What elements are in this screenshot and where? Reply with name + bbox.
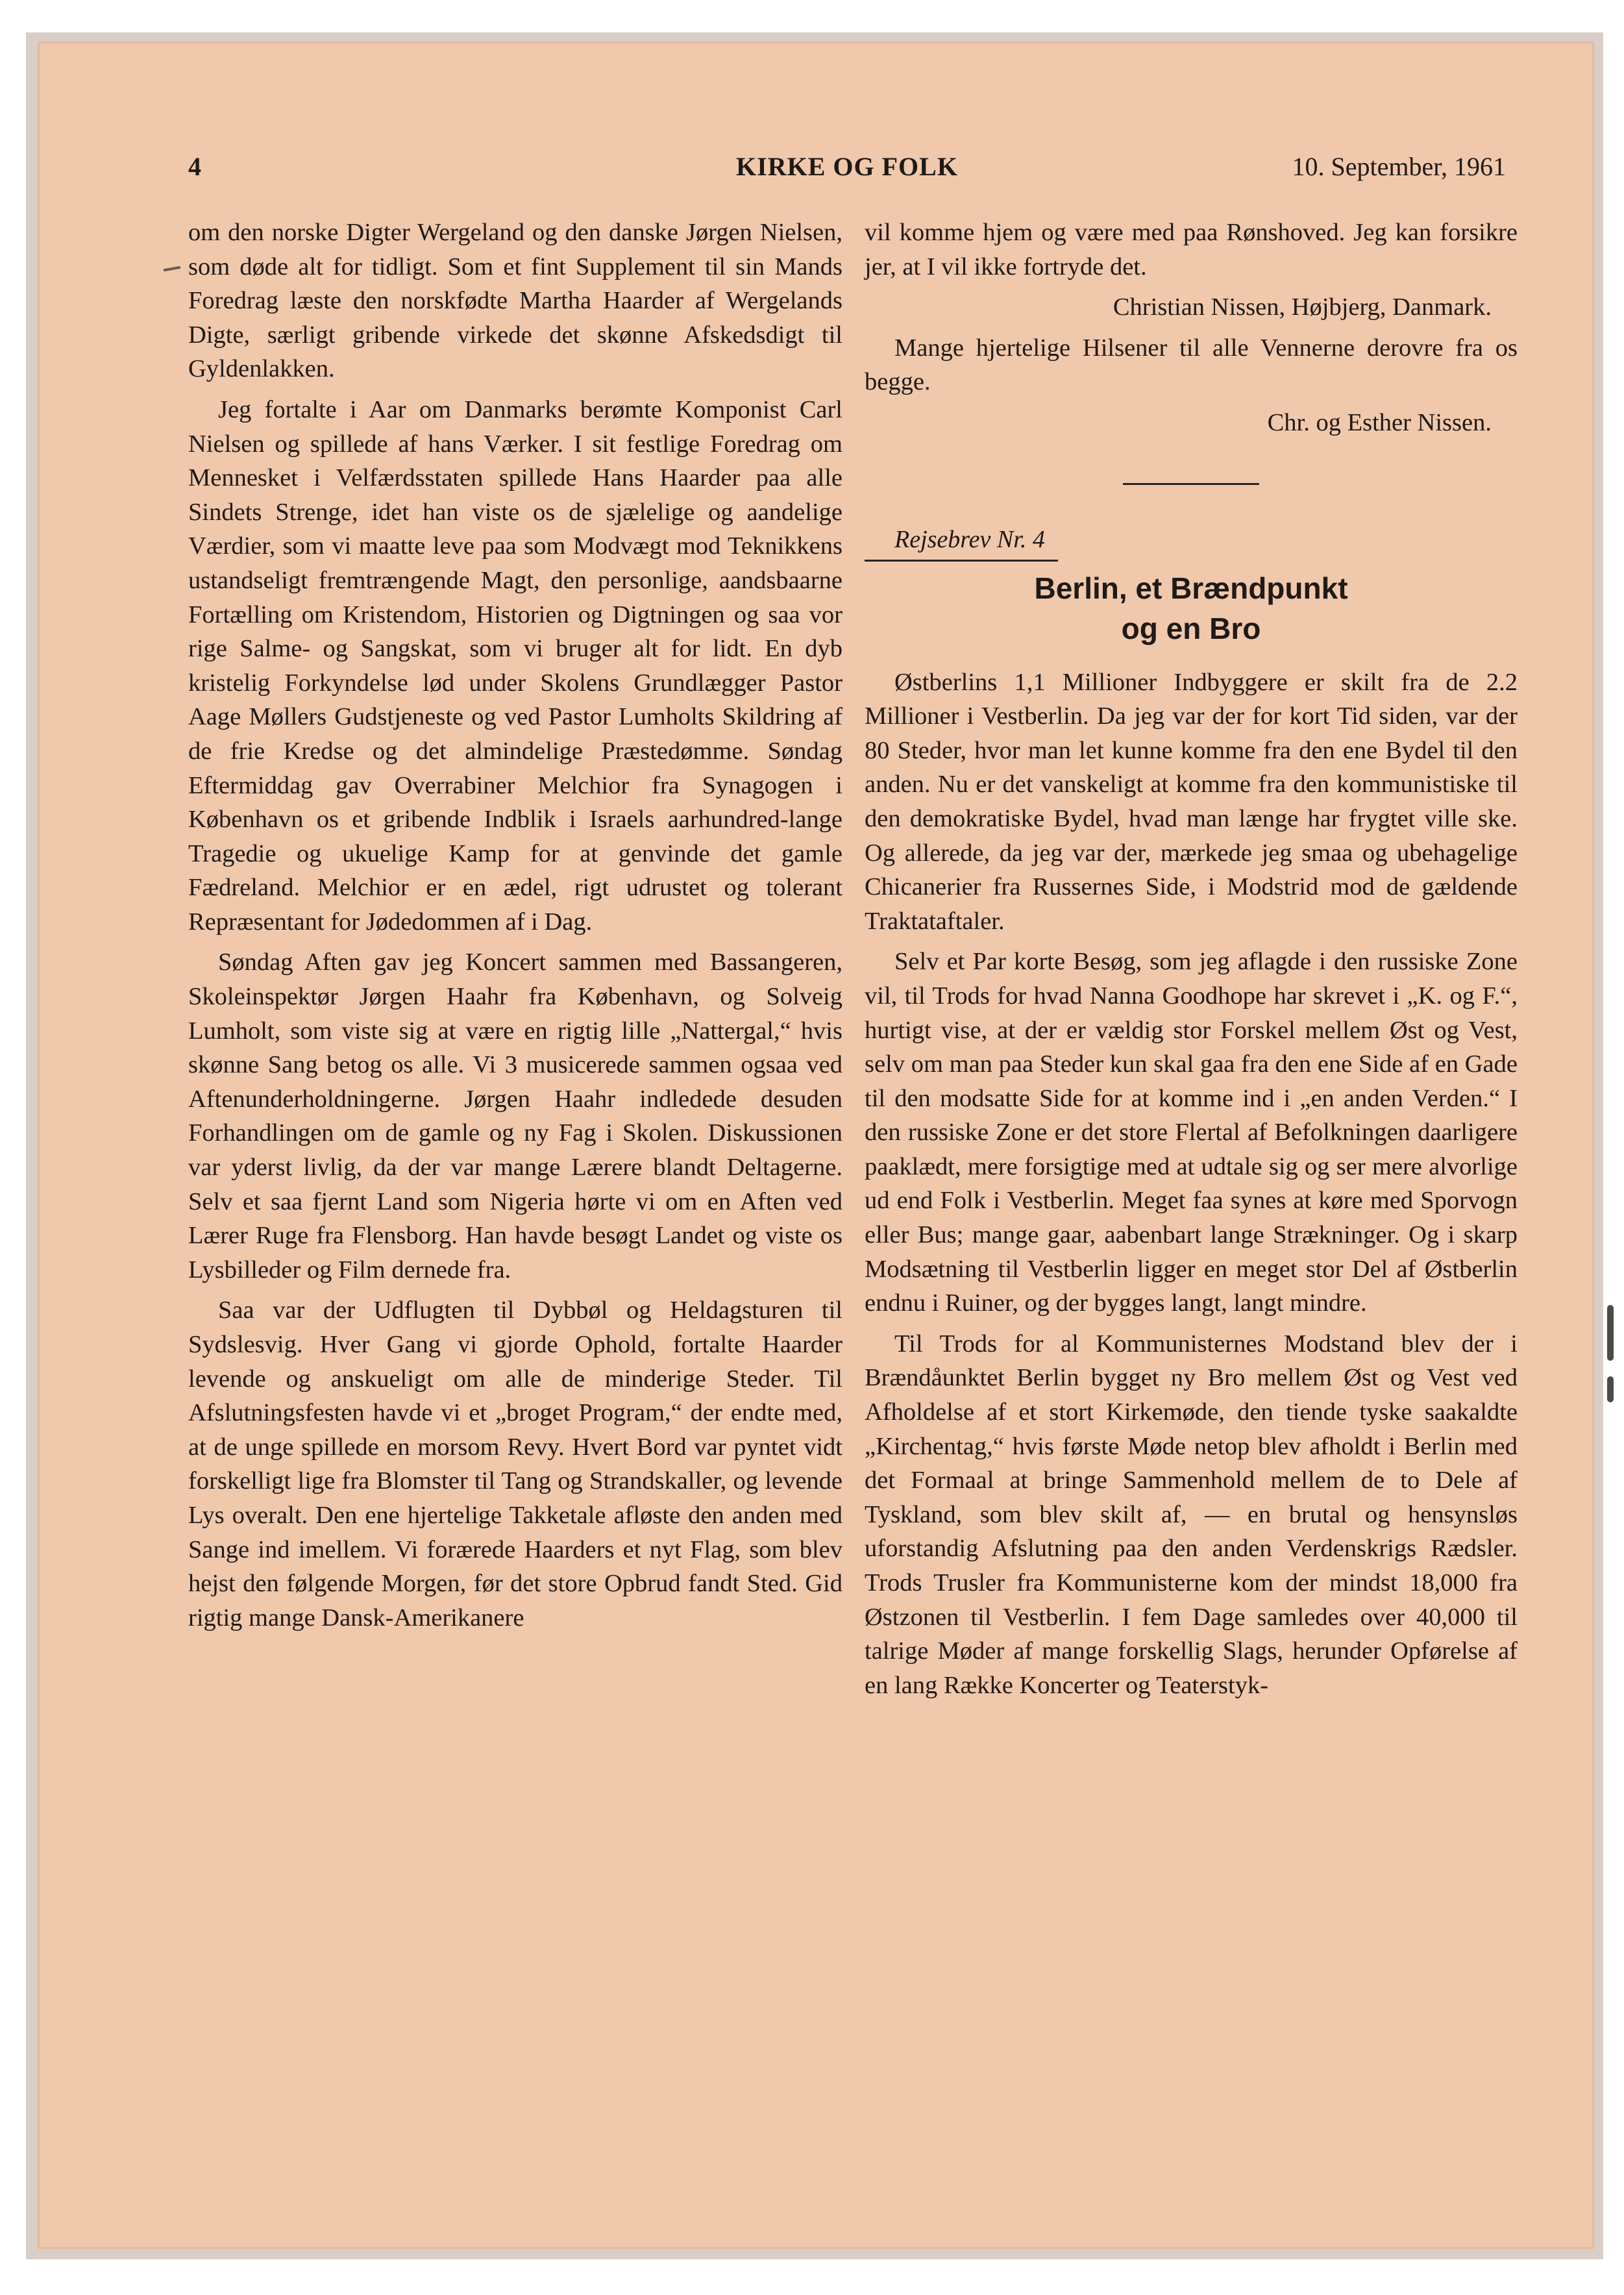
article-headline xyxy=(865,568,1518,649)
article-paragraph: Til Trods for al Kommunisternes Modstand blev der i Brændåunktet Berlin bygget ny Bro mellem Øst og Vest ved Afholdelse af et stort Kirkemøde, den tiende tyske saakaldte „Kirchentag,“ hvis første Møde netop blev afholdt i Berlin med det Formaal at bringe Sammenhold mellem de to Dele af Tyskland, som blev skilt af, — en brutal og hensynsløs uforstandig Afslutning paa den anden Verdenskrigs Rædsler. Trods Trusler fra Kommunisterne kom der mindst 18,000 fra Østzonen til Vestberlin. I fem Dage samledes over 40,000 til talrige Møder af mange forskellig Slags, herunder Opførelse af en lang Række Koncerter og Teaterstyk- xyxy=(865,1330,1518,1699)
letter-signature: Christian Nissen, Højbjerg, Danmark. xyxy=(1113,293,1492,321)
series-label: Rejsebrev Nr. 4 xyxy=(865,523,1058,562)
headline-line: og en Bro xyxy=(1121,611,1261,645)
left-column xyxy=(188,216,843,1635)
article-paragraph: Saa var der Udflugten til Dybbøl og Heldagsturen til Sydslesvig. Hver Gang vi gjorde Ophold, fortalte Haarder levende og anskueligt om alle de minderige Steder. Til Afslutningsfesten havde vi et „broget Program,“ der endte med, at de unge spillede en morsom Revy. Hvert Bord var pyntet vidt forskelligt lige fra Blomster til Tang og Strandskaller, og levende Lys overalt. Den ene hjertelige Takketale afløste den anden med Sange ind imellem. Vi forærede Haarders et nyt Flag, som blev hejst den følgende Morgen, før det store Opbrud fandt Sted. Gid rigtig mange Dansk-Amerikanere xyxy=(188,1296,843,1631)
article-paragraph: Østberlins 1,1 Millioner Indbyggere er skilt fra de 2.2 Millioner i Vestberlin. Da jeg var der for kort Tid siden, var der 80 Steder, hvor man let kunne komme fra den ene Bydel til den anden. Nu er det vanskeligt at komme fra den kommunistiske til den demokratiske Bydel, hvad man længe har frygtet ville ske. Og allerede, da jeg var der, mærkede jeg smaa og ubehagelige Chicanerier fra Russernes Side, i Modstrid mod de gældende Traktataftaler. xyxy=(865,668,1518,935)
letter-continuation: vil komme hjem og være med paa Rønshoved. Jeg kan forsikre jer, at I vil ikke fortryde det. xyxy=(865,219,1518,280)
section-divider xyxy=(1123,483,1259,485)
binding-mark xyxy=(1607,1376,1614,1402)
binding-mark xyxy=(1607,1305,1614,1361)
letter-greeting: Mange hjertelige Hilsener til alle Vennerne derovre fra os begge. xyxy=(865,334,1518,396)
right-column xyxy=(865,216,1518,1702)
letter-signature-closing: Chr. og Esther Nissen. xyxy=(1267,408,1492,436)
headline-line: Berlin, et Brændpunkt xyxy=(1034,571,1348,605)
article-paragraph: om den norske Digter Wergeland og den danske Jørgen Nielsen, som døde alt for tidligt. Som et fint Supplement til sin Mands Foredrag læste den norskfødte Martha Haarder af Wergelands Digte, særligt gribende virkede det skønne Afskedsdigt til Gyldenlakken. xyxy=(188,219,843,383)
page-header xyxy=(188,151,1506,190)
issue-date: 10. September, 1961 xyxy=(1292,152,1506,181)
article-paragraph: Jeg fortalte i Aar om Danmarks berømte Komponist Carl Nielsen og spillede af hans Værker. I sit festlige Foredrag om Mennesket i Velfærdsstaten spillede Hans Haarder paa alle Sindets Strenge, idet han viste os de sjælelige og aandelige Værdier, som vi maatte leve paa som Modvægt mod Teknikkens ustandseligt fremtrængende Magt, den personlige, aandsbaarne Fortælling om Kristendom, Historien og Digtningen og saa vor rige Salme- og Sangskat, som vi bruger alt for lidt. En dyb kristelig Forkyndelse lød under Skolens Grundlægger Pastor Aage Møllers Gudstjeneste og ved Pastor Lumholts Skildring af de frie Kredse og det almindelige Præstedømme. Søndag Eftermiddag gav Overrabiner Melchior fra Synagogen i København os et gribende Indblik i Israels aarhundred-lange Tragedie og ukuelige Kamp for at genvinde det gamle Fædreland. Melchior er en ædel, rigt udrustet og tolerant Repræsentant for Jødedommen af i Dag. xyxy=(188,395,843,936)
article-paragraph: Søndag Aften gav jeg Koncert sammen med Bassangeren, Skoleinspektør Jørgen Haahr fra København, og Solveig Lumholt, som viste sig at være en rigtig lille „Nattergal,“ hvis skønne Sang betog os alle. Vi 3 musicerede sammen ogsaa ved Aftenunderholdningerne. Jørgen Haahr indledede desuden Forhandlingen om de gamle og ny Fag i Skolen. Diskussionen var yderst livlig, da der var mange Lærere blandt Deltagerne. Selv et saa fjernt Land som Nigeria hørte vi om en Aften ved Lærer Ruge fra Flensborg. Han havde besøgt Landet og viste os Lysbilleder og Film dernede fra. xyxy=(188,949,843,1284)
page-number: 4 xyxy=(188,152,201,181)
article-paragraph: Selv et Par korte Besøg, som jeg aflagde i den russiske Zone vil, til Trods for hvad Nanna Goodhope har skrevet i „K. og F.“, hurtigt vise, at der er vældig stor Forskel mellem Øst og Vest, selv om man paa Steder kun skal gaa fra den ene Side af en Gade til den modsatte Side for at komme ind i „en anden Verden.“ I den russiske Zone er det store Flertal af Befolkningen daarligere paaklædt, mere forsigtige med at udtale sig og ser mere alvorlige ud end Folk i Vestberlin. Meget faa synes at køre med Sporvogn eller Bus; mange gaar, aabenbart lange Strækninger. Og i skarp Modsætning til Vestberlin ligger en meget stor Del af Østberlin endnu i Ruiner, og der bygges langt, langt mindre. xyxy=(865,948,1518,1317)
masthead-title: KIRKE OG FOLK xyxy=(736,152,958,181)
